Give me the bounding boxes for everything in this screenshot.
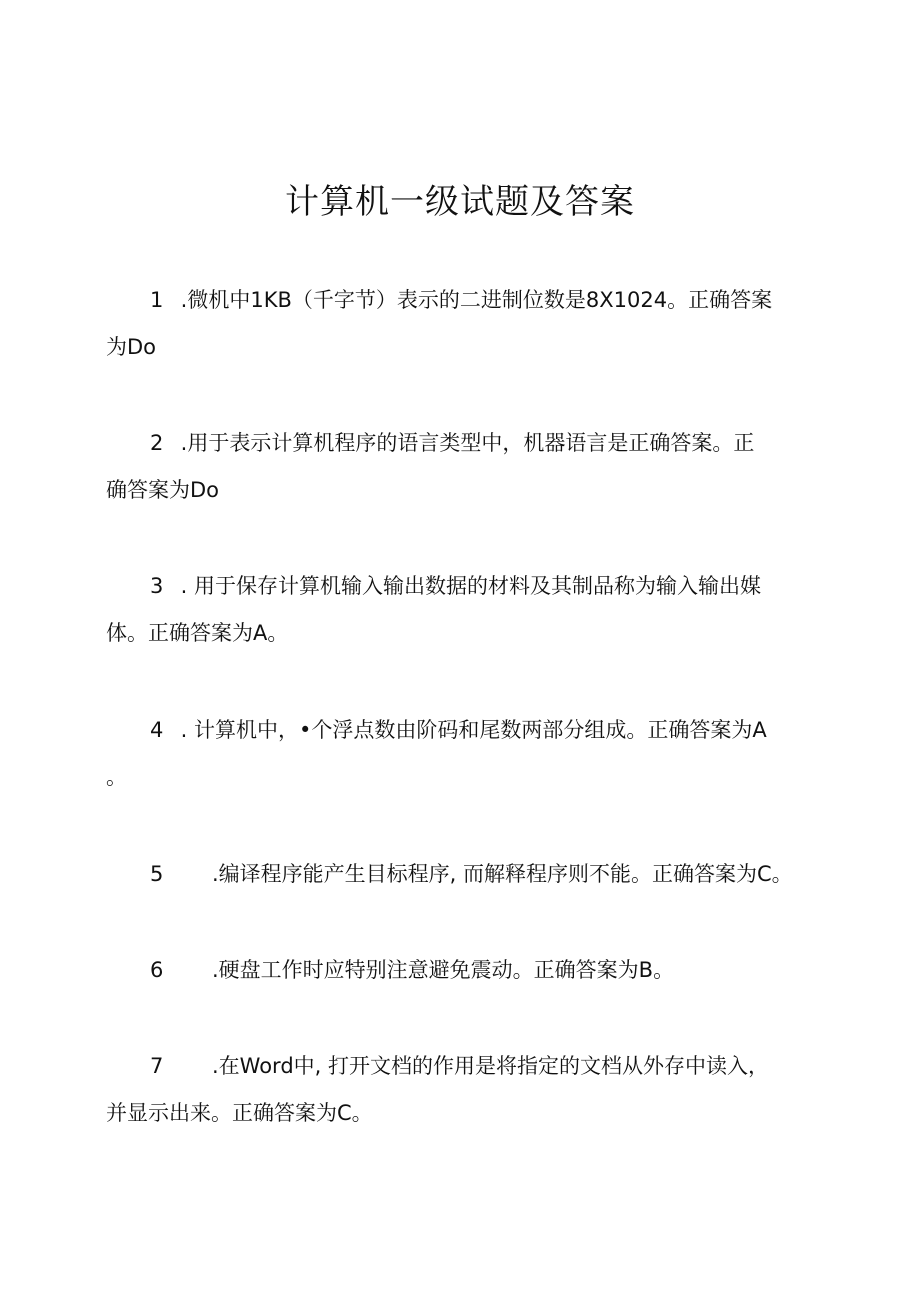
question-3-number: 3 — [150, 574, 164, 598]
question-1-text: .微机中1KB（千字节）表示的二进制位数是8X1024。正确答案 — [174, 288, 773, 312]
question-3 — [106, 563, 826, 657]
question-7 — [106, 1043, 826, 1137]
question-4-line-2: 。 — [106, 765, 127, 789]
question-3-line-2: 体。正确答案为A。 — [106, 621, 289, 645]
question-1-line-2: 为Do — [106, 335, 157, 359]
question-5-line-1 — [106, 851, 826, 898]
question-3-line-1 — [106, 563, 826, 610]
question-4 — [106, 707, 826, 801]
question-6 — [106, 947, 826, 994]
question-1-number: 1 — [150, 288, 164, 312]
question-6-text: .硬盘工作时应特别注意避免震动。正确答案为B。 — [212, 958, 675, 982]
question-2 — [106, 420, 826, 514]
question-4-text: . 计算机中，•个浮点数由阶码和尾数两部分组成。正确答案为A — [174, 718, 767, 742]
question-6-number: 6 — [150, 958, 164, 982]
question-2-number: 2 — [150, 431, 164, 455]
question-5-number: 5 — [150, 862, 164, 886]
question-2-text: .用于表示计算机程序的语言类型中，机器语言是正确答案。正 — [174, 431, 755, 455]
question-2-line-1 — [106, 420, 826, 467]
question-5 — [106, 851, 826, 898]
question-7-line-1 — [106, 1043, 826, 1090]
question-7-number: 7 — [150, 1054, 164, 1078]
question-4-number: 4 — [150, 718, 164, 742]
page-title: 计算机一级试题及答案 — [285, 182, 635, 222]
question-2-line-2: 确答案为Do — [106, 478, 220, 502]
question-4-line-1 — [106, 707, 826, 754]
question-6-line-1 — [106, 947, 826, 994]
question-3-text: . 用于保存计算机输入输出数据的材料及其制品称为输入输出媒 — [174, 574, 762, 598]
question-7-line-2: 并显示出来。正确答案为C。 — [106, 1101, 373, 1125]
question-7-text: .在Word中, 打开文档的作用是将指定的文档从外存中读入， — [212, 1054, 770, 1078]
question-5-text: .编译程序能产生目标程序, 而解释程序则不能。正确答案为C。 — [212, 862, 793, 886]
question-1 — [106, 277, 826, 371]
question-1-line-1 — [106, 277, 826, 324]
